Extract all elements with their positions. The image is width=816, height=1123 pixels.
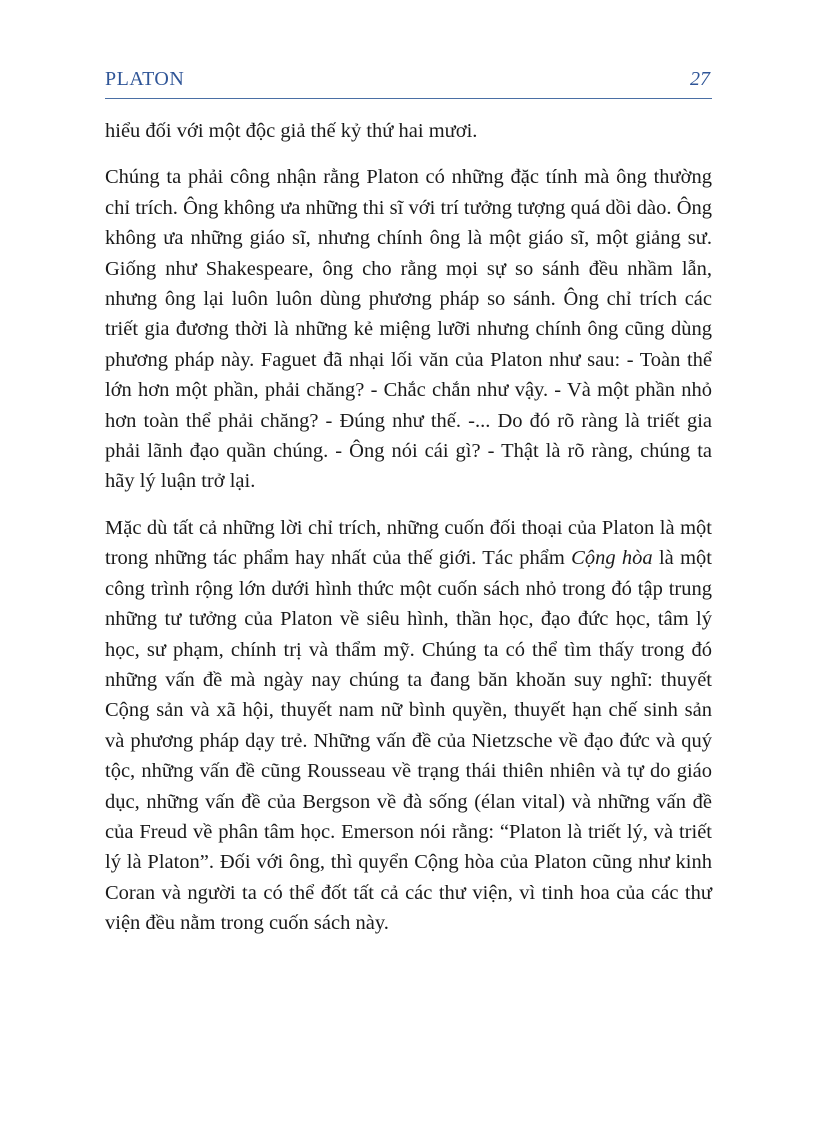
paragraph-republic-text-start: Mặc dù tất cả những lời chỉ trích, những cuốn đối thoại của Platon là một trong những tác phẩm hay nhất của thế giới. Tác phẩm — [105, 516, 712, 570]
paragraph-continuation: hiểu đối với một độc giả thế kỷ thứ hai mươi. — [105, 120, 478, 142]
page-body — [105, 116, 712, 955]
page-number: 27 — [690, 68, 710, 90]
running-title: PLATON — [105, 68, 185, 90]
paragraph-critique: Chúng ta phải công nhận rằng Platon có những đặc tính mà ông thường chỉ trích. Ông không ưa những thi sĩ với trí tưởng tượng quá dồi dào. Ông không ưa những giáo sĩ, nhưng chính ông là một giáo sĩ, một giảng sư. Giống như Shakespeare, ông cho rằng mọi sự so sánh đều nhầm lẫn, nhưng ông lại luôn luôn dùng phương pháp so sánh. Ông chỉ trích các triết gia đương thời là những kẻ miệng lưỡi nhưng chính ông cũng dùng phương pháp này. Faguet đã nhại lối văn của Platon như sau: - Toàn thể lớn hơn một phần, phải chăng? - Chắc chắn như vậy. - Và một phần nhỏ hơn toàn thể phải chăng? - Đúng như thế. -... Do đó rõ ràng là triết gia phải lãnh đạo quần chúng. - Ông nói cái gì? - Thật là rõ ràng, chúng ta hãy lý luận trở lại. — [105, 166, 712, 493]
page-header — [105, 64, 712, 99]
book-title-cong-hoa: Cộng hòa — [571, 547, 653, 570]
paragraph-republic-text-end: là một công trình rộng lớn dưới hình thức một cuốn sách nhỏ trong đó tập trung những tư tưởng của Platon về siêu hình, thần học, đạo đức học, tâm lý học, sư phạm, chính trị và thẩm mỹ. Chúng ta có thể tìm thấy trong đó những vấn đề mà ngày nay chúng ta đang băn khoăn suy nghĩ: thuyết Cộng sản và xã hội, thuyết nam nữ bình quyền, thuyết hạn chế sinh sản và phương pháp dạy trẻ. Những vấn đề của Nietzsche về đạo đức và quý tộc, những vấn đề cũng Rousseau về trạng thái thiên nhiên và tự do giáo dục, những vấn đề của Bergson về đà sống (élan vital) và những vấn đề của Freud về phân tâm học. Emerson nói rằng: “Platon là triết lý, và triết lý là Platon”. Đối với ông, thì quyển Cộng hòa của Platon cũng như kinh Coran và người ta có thể đốt tất cả các thư viện, vì tinh hoa của các thư viện đều nằm trong cuốn sách này. — [105, 547, 712, 935]
paragraph-republic — [105, 513, 712, 939]
